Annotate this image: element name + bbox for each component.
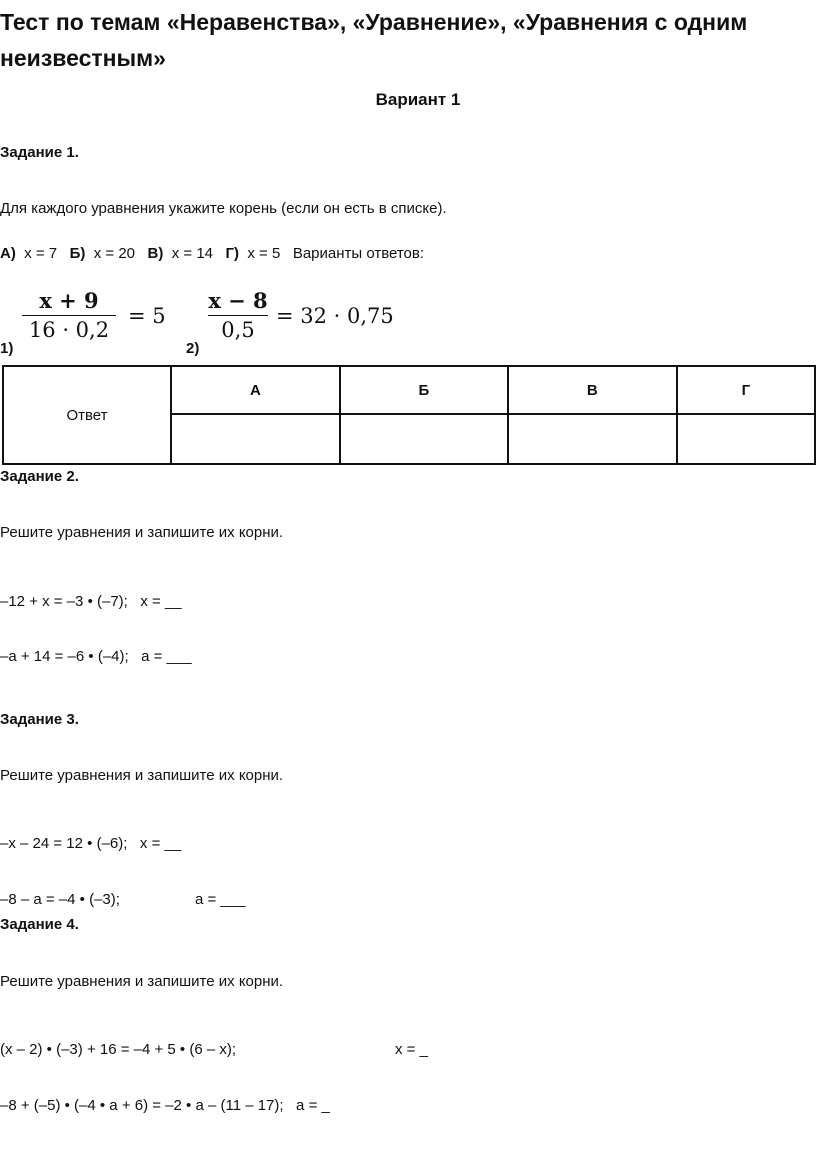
task3-equation-1: –x – 24 = 12 • (–6); x = __	[0, 835, 182, 852]
option-letter-g: Г)	[225, 245, 240, 262]
answer-col-b: Б	[340, 366, 508, 414]
task2-instruction: Решите уравнения и запишите их корни.	[0, 524, 284, 541]
answer-cell-b[interactable]	[340, 414, 508, 464]
eq2-fraction	[208, 287, 268, 344]
task1-instruction: Для каждого уравнения укажите корень (если он есть в списке).	[0, 200, 447, 217]
eq2-rhs: = 32 · 0,75	[276, 304, 394, 328]
option-value-v: x = 14	[171, 245, 213, 262]
option-letter-b: Б)	[69, 245, 86, 262]
option-letter-a: А)	[0, 245, 16, 262]
task4-equation-1-answer: x = _	[395, 1041, 428, 1058]
task3-equation-2-answer: a = ___	[195, 891, 246, 908]
answer-cell-g[interactable]	[677, 414, 815, 464]
answer-cell-a[interactable]	[171, 414, 340, 464]
task4-equation-2: –8 + (–5) • (–4 • a + 6) = –2 • a – (11 – 17); a = _	[0, 1097, 330, 1114]
answer-cell-v[interactable]	[508, 414, 677, 464]
task3-instruction: Решите уравнения и запишите их корни.	[0, 767, 284, 784]
answer-col-v: В	[508, 366, 677, 414]
answer-col-g: Г	[677, 366, 815, 414]
task2-equation-1: –12 + x = –3 • (–7); x = __	[0, 593, 182, 610]
eq2-label: 2)	[186, 340, 200, 357]
variant-heading: Вариант 1	[375, 90, 461, 109]
answer-row-label: Ответ	[3, 366, 171, 464]
option-letter-v: В)	[147, 245, 164, 262]
eq1-numerator: x + 9	[39, 288, 99, 313]
task2-equation-2: –a + 14 = –6 • (–4); a = ___	[0, 648, 192, 665]
eq1-rhs: = 5	[128, 304, 166, 328]
page-title: Тест по темам «Неравенства», «Уравнение», «Уравнения с одним неизвестным»	[0, 9, 748, 71]
eq1-denominator: 16 · 0,2	[28, 318, 110, 342]
answer-col-a: А	[171, 366, 340, 414]
options-label: Варианты ответов:	[292, 245, 425, 262]
task4-equation-1: (x – 2) • (–3) + 16 = –4 + 5 • (6 – x);	[0, 1041, 237, 1058]
task4-heading: Задание 4.	[0, 916, 79, 933]
eq1-fraction	[22, 287, 116, 344]
eq2-numerator: x − 8	[208, 288, 268, 313]
task3-heading: Задание 3.	[0, 711, 79, 728]
task4-instruction: Решите уравнения и запишите их корни.	[0, 973, 284, 990]
task3-equation-2: –8 – a = –4 • (–3);	[0, 891, 120, 908]
option-value-g: x = 5	[247, 245, 281, 262]
eq2-denominator: 0,5	[221, 318, 255, 342]
answer-table	[2, 365, 816, 465]
task1-options	[0, 245, 424, 262]
task2-heading: Задание 2.	[0, 468, 79, 485]
option-value-a: x = 7	[24, 245, 58, 262]
eq1-label: 1)	[0, 340, 14, 357]
task1-heading: Задание 1.	[0, 144, 79, 161]
option-value-b: x = 20	[93, 245, 136, 262]
